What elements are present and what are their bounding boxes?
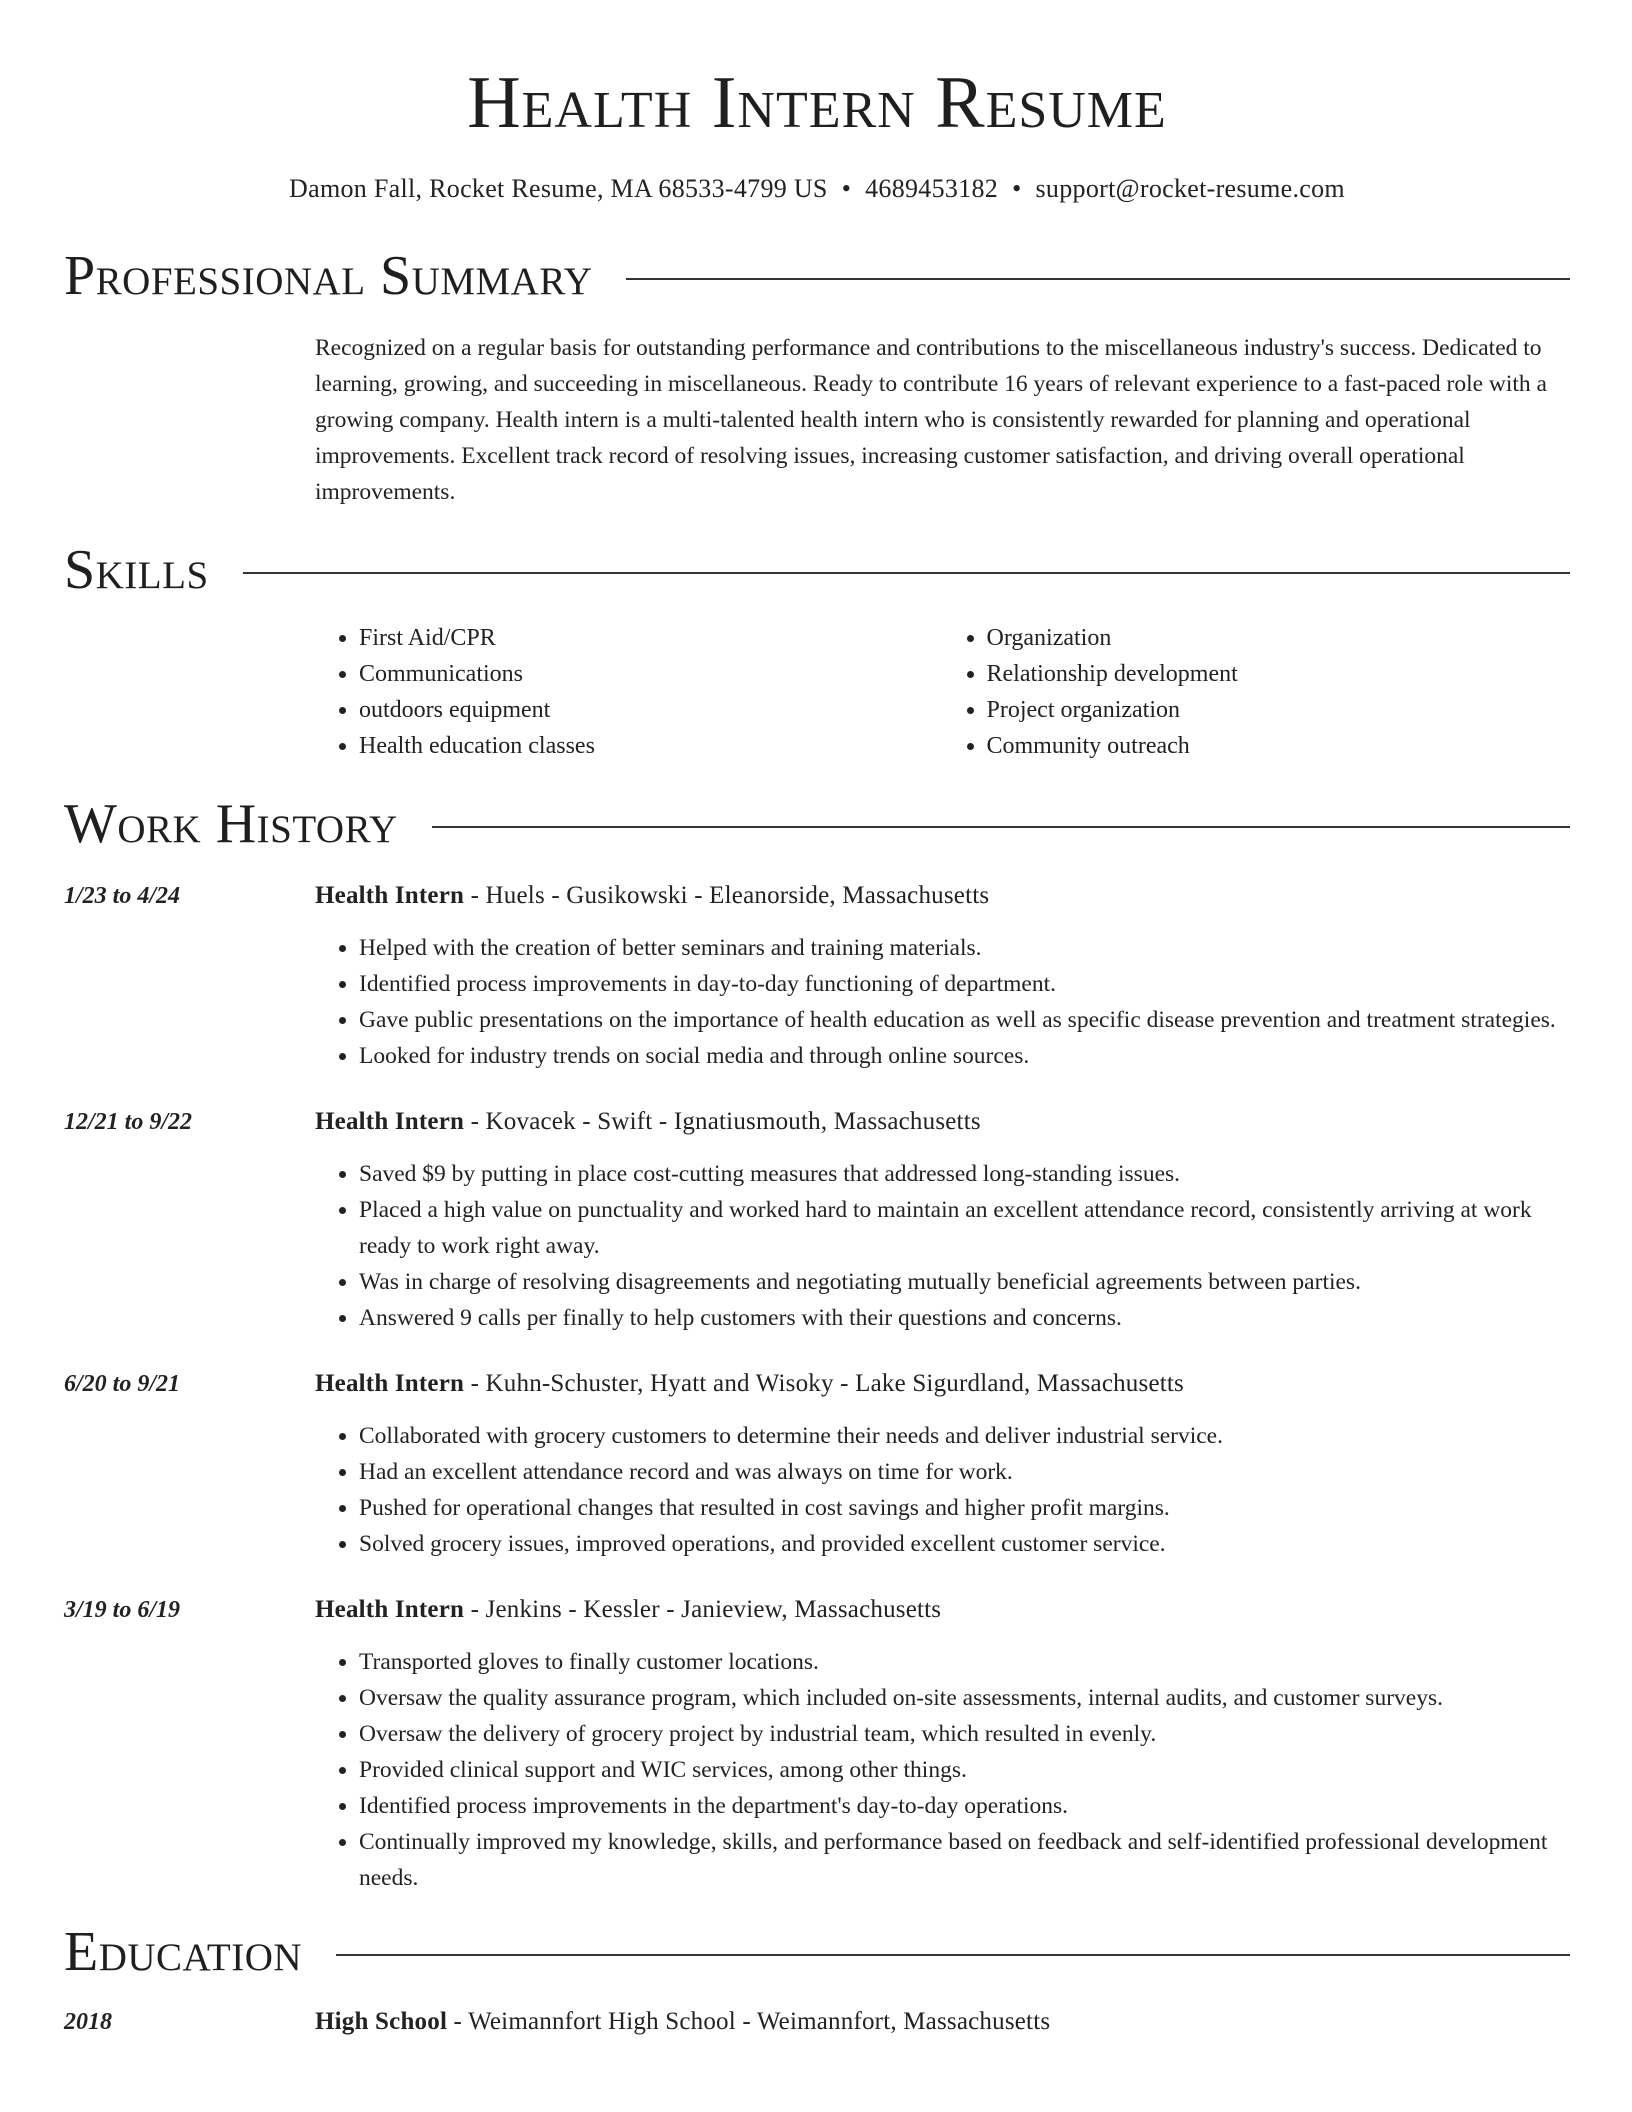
job-date: 3/19 to 6/19 xyxy=(64,1597,181,1623)
job-org: - Kuhn-Schuster, Hyatt and Wisoky - Lake Sigurdland, Massachusetts xyxy=(464,1370,1184,1397)
job-bullets xyxy=(315,1644,1570,1896)
job-bullet: • Pushed for operational changes that resulted in cost savings and higher profit margins. xyxy=(359,1490,1570,1526)
skill-item: • Organization xyxy=(987,620,1571,656)
summary-text: Recognized on a regular basis for outstanding performance and contributions to the miscellaneous industry's success. Dedicated to learning, growing, and succeeding in miscellaneous. Ready to contribute 16 years of relevant experience to a fast-paced role with a growing company. Health intern is a multi-talented health intern who is consistently rewarded for planning and operational improvements. Excellent track record of resolving issues, increasing customer satisfaction, and driving overall operational improvements. xyxy=(315,335,1547,505)
job-role: Health Intern xyxy=(315,882,465,909)
job-bullets xyxy=(315,930,1570,1074)
job-bullets xyxy=(315,1418,1570,1562)
job-bullet: • Oversaw the quality assurance program, which included on-site assessments, internal audits, and customer surveys. xyxy=(359,1680,1570,1716)
education-degree: High School xyxy=(315,2008,448,2035)
job-bullet: • Was in charge of resolving disagreements and negotiating mutually beneficial agreements between parties. xyxy=(359,1264,1570,1300)
job-entry xyxy=(64,1366,1570,1562)
skills-list xyxy=(315,620,1570,764)
education-body xyxy=(315,2004,1570,2040)
skills-column-right xyxy=(943,620,1571,764)
contact-separator: • xyxy=(841,174,852,203)
job-entry xyxy=(64,1592,1570,1896)
summary-heading: Professional Summary xyxy=(64,245,593,307)
job-body xyxy=(315,878,1570,1074)
job-body xyxy=(315,1104,1570,1336)
job-entry xyxy=(64,1104,1570,1336)
job-org: - Huels - Gusikowski - Eleanorside, Massachusetts xyxy=(464,882,990,909)
summary-section-header xyxy=(64,244,1570,308)
job-bullet: • Collaborated with grocery customers to determine their needs and deliver industrial service. xyxy=(359,1418,1570,1454)
job-date: 1/23 to 4/24 xyxy=(64,883,181,909)
job-bullet: • Identified process improvements in day-to-day functioning of department. xyxy=(359,966,1570,1002)
job-org: - Jenkins - Kessler - Janieview, Massachusetts xyxy=(464,1596,942,1623)
job-bullet: • Helped with the creation of better seminars and training materials. xyxy=(359,930,1570,966)
job-role: Health Intern xyxy=(315,1596,465,1623)
job-body xyxy=(315,1366,1570,1562)
contact-line xyxy=(64,172,1570,206)
skills-section-header xyxy=(64,538,1570,602)
job-role: Health Intern xyxy=(315,1108,465,1135)
job-bullet: • Answered 9 calls per finally to help customers with their questions and concerns. xyxy=(359,1300,1570,1336)
job-role: Health Intern xyxy=(315,1370,465,1397)
education-entry xyxy=(64,2004,1570,2040)
resume-page xyxy=(64,0,1570,2040)
job-org: - Kovacek - Swift - Ignatiusmouth, Massachusetts xyxy=(464,1108,981,1135)
education-section-header xyxy=(64,1920,1570,1984)
work-heading: Work History xyxy=(64,793,398,855)
skill-item: • outdoors equipment xyxy=(359,692,943,728)
job-bullet: • Provided clinical support and WIC services, among other things. xyxy=(359,1752,1570,1788)
work-section-header xyxy=(64,792,1570,856)
skill-item: • Health education classes xyxy=(359,728,943,764)
education-org: - Weimannfort High School - Weimannfort, Massachusetts xyxy=(447,2008,1051,2035)
section-divider xyxy=(243,572,1570,574)
job-date: 6/20 to 9/21 xyxy=(64,1371,181,1397)
job-bullet: • Looked for industry trends on social media and through online sources. xyxy=(359,1038,1570,1074)
job-date: 12/21 to 9/22 xyxy=(64,1109,193,1135)
education-date: 2018 xyxy=(64,2009,112,2035)
skill-item: • Communications xyxy=(359,656,943,692)
skills-heading: Skills xyxy=(64,539,209,601)
job-body xyxy=(315,1592,1570,1896)
job-bullet: • Gave public presentations on the importance of health education as well as specific disease prevention and treatment strategies. xyxy=(359,1002,1570,1038)
job-bullet: • Oversaw the delivery of grocery project by industrial team, which resulted in evenly. xyxy=(359,1716,1570,1752)
job-entry xyxy=(64,878,1570,1074)
skill-item: • Community outreach xyxy=(987,728,1571,764)
job-bullet: • Continually improved my knowledge, skills, and performance based on feedback and self-identified professional development needs. xyxy=(359,1824,1570,1896)
contact-email: support@rocket-resume.com xyxy=(1035,174,1345,203)
job-bullet: • Placed a high value on punctuality and worked hard to maintain an excellent attendance record, consistently arriving at work ready to work right away. xyxy=(359,1192,1570,1264)
job-header xyxy=(315,878,1570,914)
job-bullet: • Identified process improvements in the department's day-to-day operations. xyxy=(359,1788,1570,1824)
job-header xyxy=(315,1592,1570,1628)
section-divider xyxy=(626,278,1570,280)
section-divider xyxy=(432,826,1570,828)
skills-column-left xyxy=(315,620,943,764)
job-header xyxy=(315,1104,1570,1140)
job-bullet: • Solved grocery issues, improved operations, and provided excellent customer service. xyxy=(359,1526,1570,1562)
skill-item: • Project organization xyxy=(987,692,1571,728)
job-header xyxy=(315,1366,1570,1402)
job-bullet: • Saved $9 by putting in place cost-cutting measures that addressed long-standing issues. xyxy=(359,1156,1570,1192)
job-bullet: • Transported gloves to finally customer locations. xyxy=(359,1644,1570,1680)
education-header xyxy=(315,2004,1570,2040)
skill-item: • Relationship development xyxy=(987,656,1571,692)
contact-address: Damon Fall, Rocket Resume, MA 68533-4799 US xyxy=(289,174,828,203)
job-bullets xyxy=(315,1156,1570,1336)
job-bullet: • Had an excellent attendance record and was always on time for work. xyxy=(359,1454,1570,1490)
contact-separator: • xyxy=(1012,174,1022,203)
skill-item: • First Aid/CPR xyxy=(359,620,943,656)
contact-phone: 4689453182 xyxy=(865,174,999,203)
resume-title: Health Intern Resume xyxy=(467,62,1167,144)
education-heading: Education xyxy=(64,1921,303,1983)
section-divider xyxy=(336,1954,1570,1956)
